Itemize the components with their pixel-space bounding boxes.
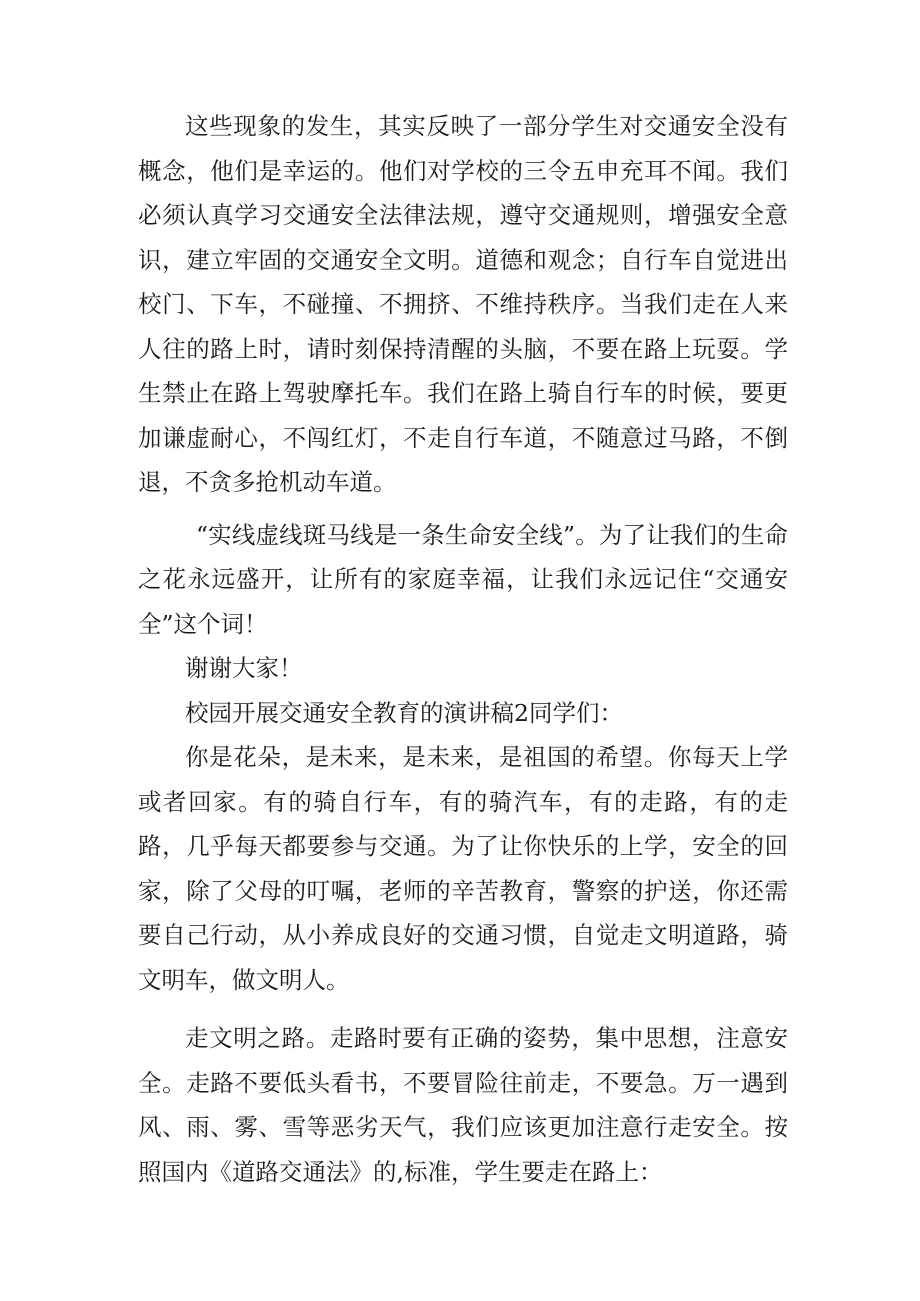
paragraph-safety-line-quote: “实线虚线斑马线是一条生命安全线”。为了让我们的生命之花永远盛开，让所有的家庭幸福，让我们永远记住“交通安全”这个词！ — [138, 520, 788, 638]
paragraph-traffic-awareness: 这些现象的发生，其实反映了一部分学生对交通安全没有概念，他们是幸运的。他们对学校的三令五申充耳不闻。我们必须认真学习交通安全法律法规，遵守交通规则，增强安全意识，建立牢固的交通安全文明。道德和观念；自行车自觉进出校门、下车，不碰撞、不拥挤、不维持秩序。当我们走在人来人往的路上时，请时刻保持清醒的头脑，不要在路上玩耍。学生禁止在路上驾驶摩托车。我们在路上骑自行车的时候，要更加谦虚耐心，不闯红灯，不走自行车道，不随意过马路，不倒退，不贪多抢机动车道。 — [138, 112, 788, 496]
document-body — [138, 104, 788, 1194]
paragraph-civilized-road: 走文明之路。走路时要有正确的姿势，集中思想，注意安全。走路不要低头看书，不要冒险往前走，不要急。万一遇到风、雨、雾、雪等恶劣天气，我们应该更加注意行走安全。按照国内《道路交通法》的,标准，学生要走在路上： — [138, 1024, 788, 1186]
paragraph-thanks: 谢谢大家！ — [185, 654, 303, 682]
paragraph-speech-2-heading: 校园开展交通安全教育的演讲稿2同学们： — [185, 698, 623, 727]
paragraph-you-are-flowers: 你是花朵，是未来，是未来，是祖国的希望。你每天上学或者回家。有的骑自行车，有的骑汽车，有的走路，有的走路，几乎每天都要参与交通。为了让你快乐的上学，安全的回家，除了父母的叮嘱，老师的辛苦教育，警察的护送，你还需要自己行动，从小养成良好的交通习惯，自觉走文明道路，骑文明车，做文明人。 — [138, 743, 788, 994]
